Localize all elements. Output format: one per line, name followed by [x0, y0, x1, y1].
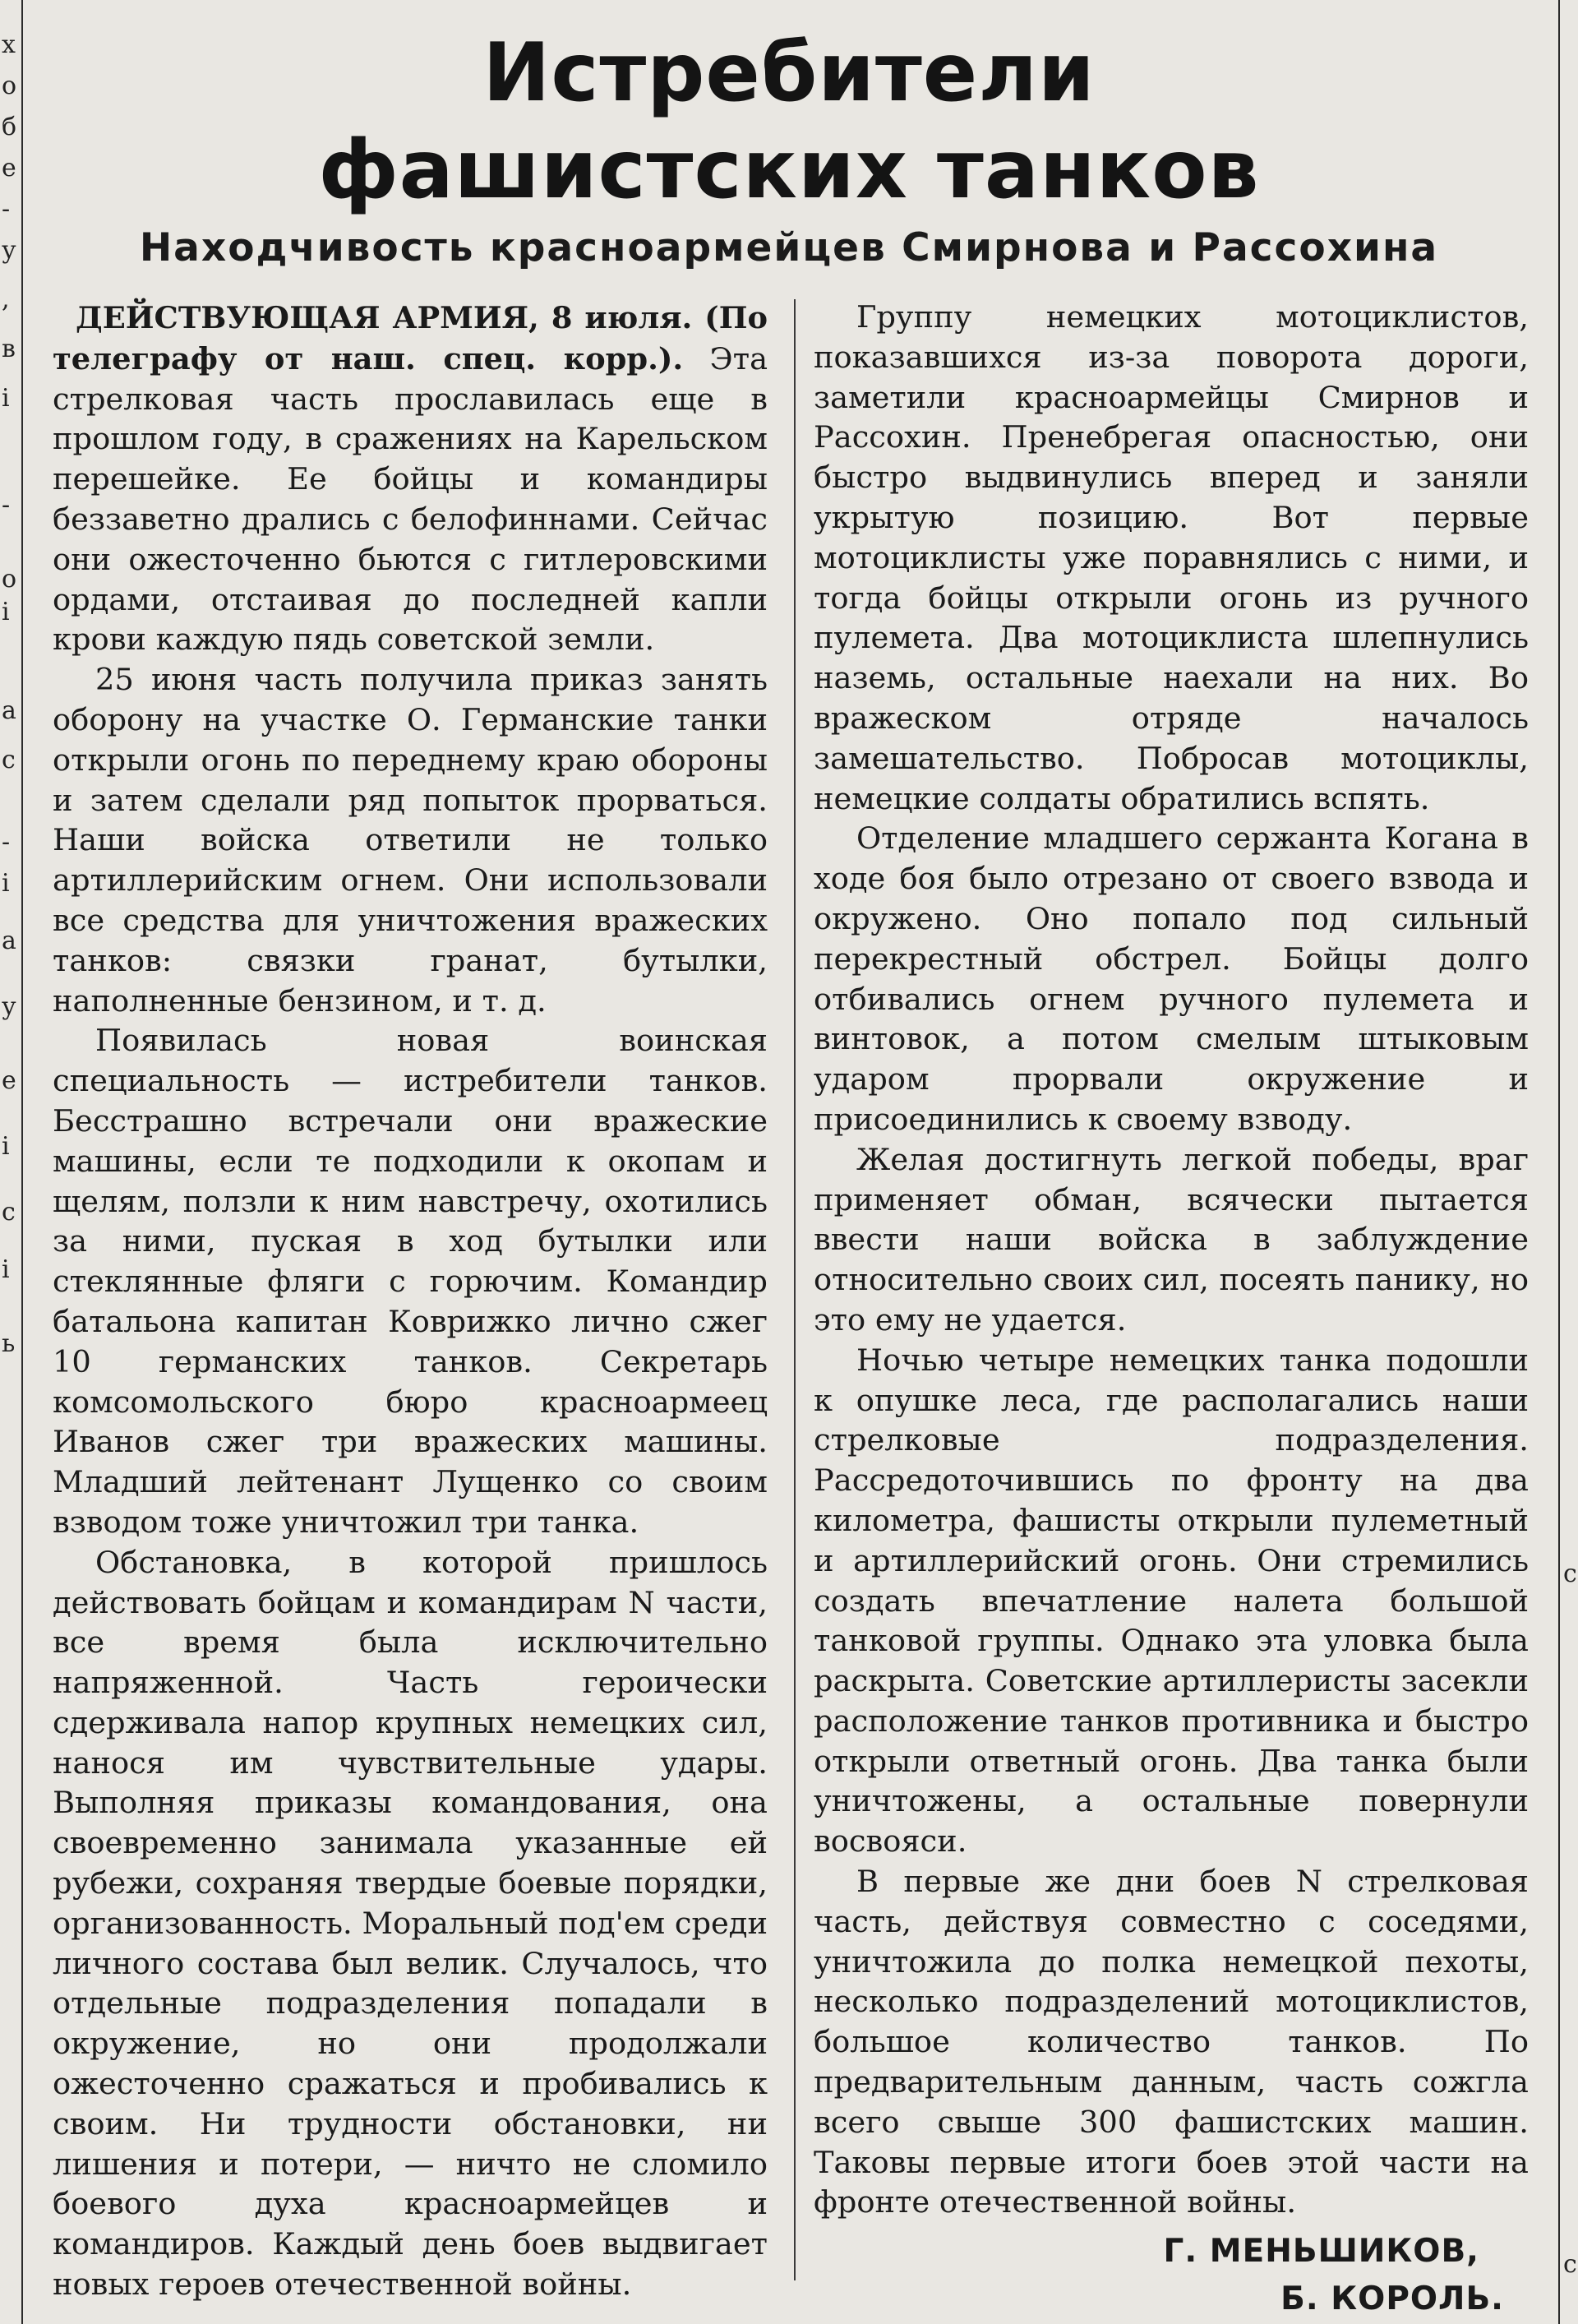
article-column-right [814, 298, 1529, 2323]
margin-fragment: е [2, 1066, 16, 1095]
margin-fragment: - [2, 195, 11, 224]
article-paragraph: В первые же дни боев N стрелковая часть, действуя совместно с соседями, уничтожила до полка немецкой пехоты, несколько подразделений мотоциклистов, большое количество танков. По предварительным данным, часть сожгла всего свыше 300 фашистских машин. Таковы первые итоги боев этой части на фронте отечественной войны. [814, 1864, 1529, 2220]
margin-fragment: і [2, 598, 10, 626]
margin-fragment: с [1563, 2250, 1577, 2279]
margin-fragment: с [2, 746, 16, 774]
margin-fragment: с [1563, 1559, 1577, 1588]
margin-fragment: б [2, 113, 17, 141]
author-name: Г. МЕНЬШИКОВ, [1163, 2233, 1479, 2271]
article-paragraph: 25 июня часть получила приказ занять оборону на участке О. Германские танки открыли огонь по переднему краю обороны и затем сделали ряд попыток прорваться. Наши войска ответили не только артиллерийским огнем. Они использовали все средства для уничтожения вражеских танков: связки гранат, бутылки, наполненные бензином, и т. д. [53, 662, 768, 1019]
dateline: ДЕЙСТВУЮЩАЯ АРМИЯ, 8 июля. (По телеграфу от наш. спец. корр.). [53, 299, 768, 377]
article-paragraph: Желая достигнуть легкой победы, враг применяет обман, всячески пытается ввести наши войска в заблуждение относительно своих сил, посеять панику, но это ему не удается. [814, 1141, 1529, 1338]
margin-fragment: с [2, 1198, 16, 1227]
headline-line-2: фашистских танков [318, 123, 1260, 217]
author-signature [814, 2228, 1529, 2323]
margin-fragment: - [2, 828, 11, 857]
article-paragraph [53, 298, 768, 660]
margin-fragment: в [2, 335, 16, 363]
column-divider [794, 299, 796, 2280]
margin-fragment: ь [2, 1329, 16, 1358]
margin-fragment: і [2, 384, 10, 413]
margin-fragment: а [2, 696, 16, 725]
paragraph-text: Эта стрелковая часть прославилась еще в прошлом году, в сражениях на Карельском перешейке. Ее бойцы и командиры беззаветно дрались с белофиннами. Сейчас они ожесточенно бьются с гитлеровскими ордами, отстаивая до последней капли крови каждую пядь советской земли. [53, 340, 768, 658]
margin-fragment: і [2, 869, 10, 898]
right-margin-strip [1558, 0, 1578, 2324]
article-paragraph: Ночью четыре немецких танка подошли к опушке леса, где располагались наши стрелковые подразделения. Рассредоточившись по фронту на два километра, фашисты открыли пулеметный и артиллерийский огонь. Они стремились создать впечатление налета большой танковой группы. Однако эта уловка была раскрыта. Советские артиллеристы засекли расположение танков противника и быстро открыли ответный огонь. Два танка были уничтожены, а остальные повернули восвояси. [814, 1342, 1529, 1860]
margin-fragment: х [2, 30, 16, 59]
left-margin-strip [0, 0, 23, 2324]
margin-fragment: і [2, 1132, 10, 1161]
margin-fragment: і [2, 1255, 10, 1284]
headline-line-1: Истребители [482, 26, 1096, 120]
article-paragraph: Появилась новая воинская специальность — истребители танков. Бесстрашно встречали они вражеские машины, если те подходили к окопам и щелям, ползли к ним навстречу, охотились за ними, пуская в ход бутылки или стеклянные фляги с горючим. Командир батальона капитан Коврижко лично сжег 10 германских танков. Секретарь комсомольского бюро красноармеец Иванов сжег три вражеских машины. Младший лейтенант Лущенко со своим взводом тоже уничтожил три танка. [53, 1023, 768, 1540]
margin-fragment: у [2, 236, 16, 265]
margin-fragment: а [2, 926, 16, 955]
margin-fragment: - [2, 491, 11, 520]
margin-fragment: о [2, 72, 17, 100]
article-column-left [53, 298, 768, 2305]
margin-fragment: у [2, 992, 16, 1021]
article-paragraph: Обстановка, в которой пришлось действовать бойцам и командирам N части, все время была исключительно напряженной. Часть героически сдерживала напор крупных немецких сил, нанося им чувствительные удары. Выполняя приказы командования, она своевременно занимала указанные ей рубежи, сохраняя твердые боевые порядки, организованность. Моральный под'ем среди личного состава был велик. Случалось, что отдельные подразделения попадали в окружение, но они продолжали ожесточенно сражаться и пробивались к своим. Ни трудности обстановки, ни лишения и потери, — ничто не сломило боевого духа красноармейцев и командиров. Каждый день боев выдвигает новых героев отечественной войны. [53, 1544, 768, 2303]
article-paragraph: Группу немецких мотоциклистов, показавшихся из-за поворота дороги, заметили красноармейцы Смирнов и Рассохин. Пренебрегая опасностью, они быстро выдвинулись вперед и заняли укрытую позицию. Вот первые мотоциклисты уже поравнялись с ними, и тогда бойцы открыли огонь из ручного пулемета. Два мотоциклиста шлепнулись наземь, остальные наехали на них. Во вражеском отряде началось замешательство. Побросав мотоциклы, немецкие солдаты обратились вспять. [814, 299, 1529, 816]
margin-fragment: , [2, 285, 10, 314]
author-name: Б. КОРОЛЬ. [1280, 2280, 1504, 2318]
subheadline: Находчивость красноармейцев Смирнова и Рассохина [139, 225, 1439, 270]
margin-fragment: о [2, 565, 17, 594]
article-paragraph: Отделение младшего сержанта Когана в ходе боя было отрезано от своего взвода и окружено. Оно попало под сильный перекрестный обстрел. Бойцы долго отбивались огнем ручного пулемета и винтовок, а потом смелым штыковым ударом прорвали окружение и присоединились к своему взводу. [814, 820, 1529, 1137]
margin-fragment: е [2, 154, 16, 183]
